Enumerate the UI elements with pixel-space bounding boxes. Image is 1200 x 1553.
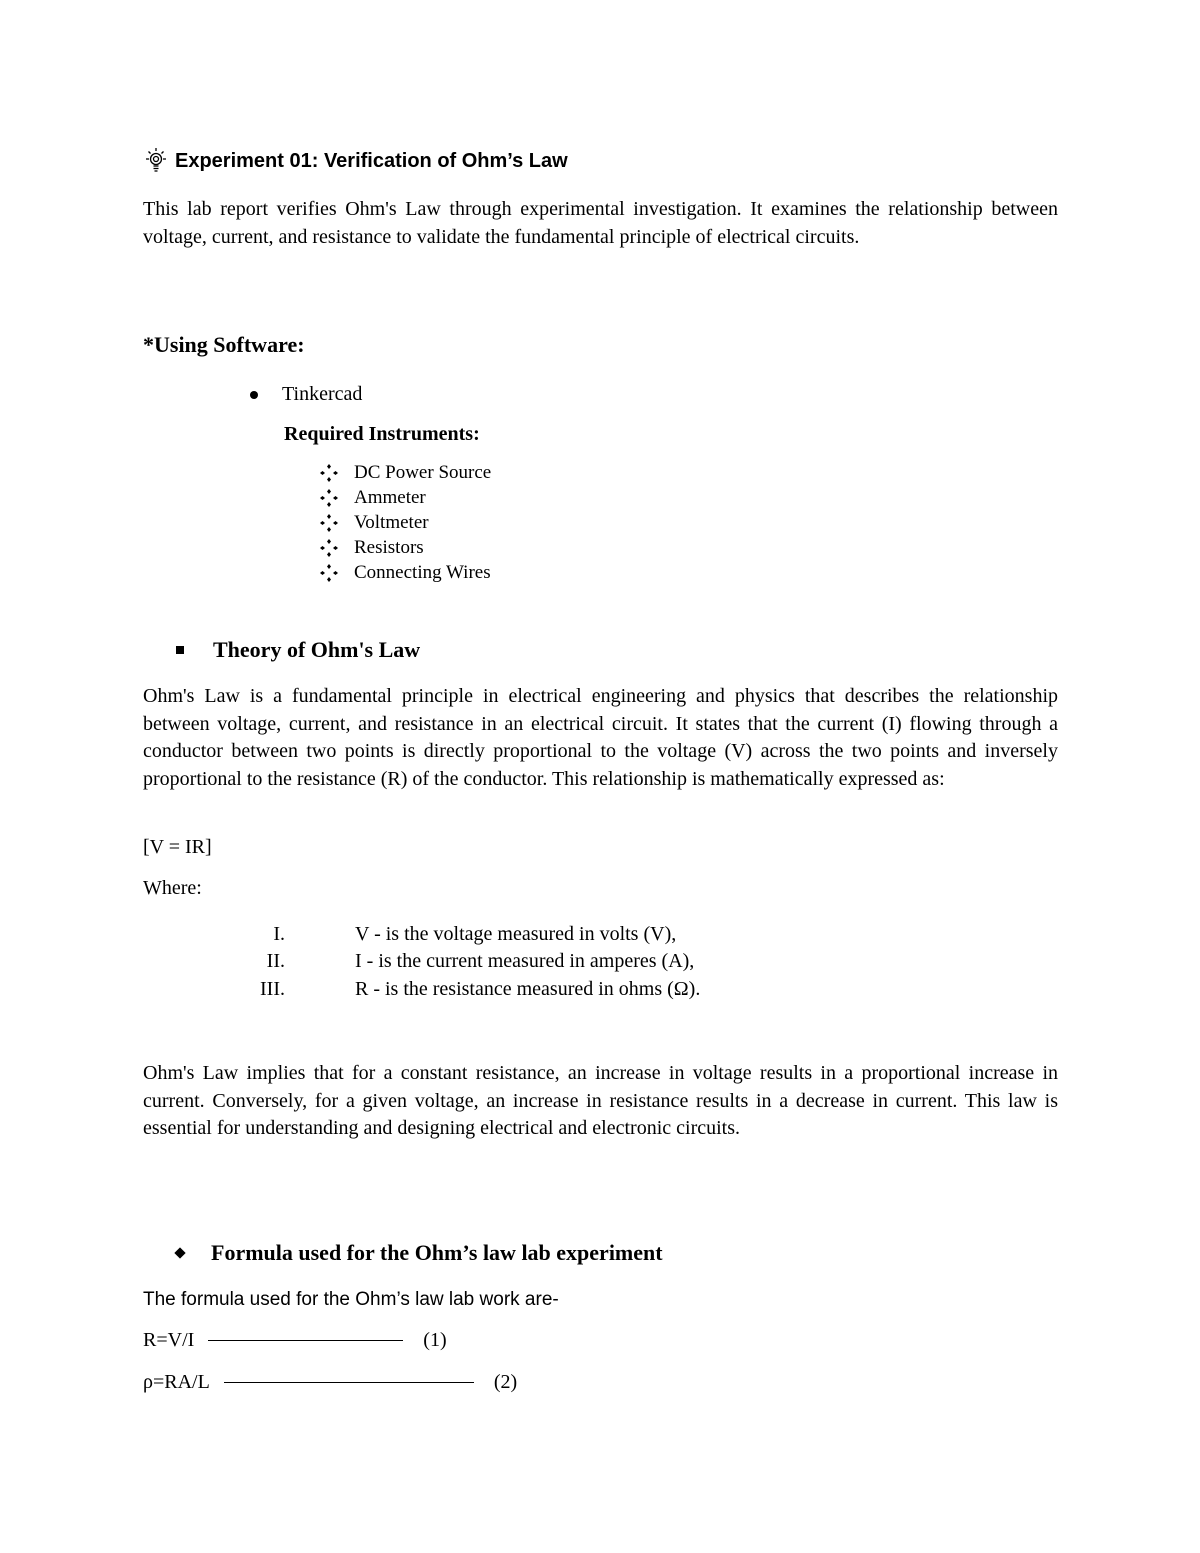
variable-description: V - is the voltage measured in volts (V), (355, 923, 677, 945)
formula-heading-label: Formula used for the Ohm’s law lab experiment (211, 1240, 663, 1265)
square-bullet-icon (176, 646, 184, 654)
variable-numeral: II. (266, 950, 285, 972)
list-item (320, 460, 491, 485)
list-item (320, 510, 491, 535)
instrument-label: Connecting Wires (354, 561, 491, 583)
formula-heading (176, 1240, 663, 1266)
diamond-bullet-icon (174, 1247, 185, 1258)
list-item (320, 560, 491, 585)
variable-row (0, 976, 900, 1002)
software-list-item (250, 383, 362, 406)
formula-intro: The formula used for the Ohm’s law lab work are- (143, 1289, 559, 1310)
software-item-label: Tinkercad (282, 383, 363, 405)
variable-numeral: I. (273, 923, 285, 945)
formula-rule (224, 1382, 474, 1383)
four-diamond-bullet-icon (320, 489, 338, 507)
list-item (320, 485, 491, 510)
four-diamond-bullet-icon (320, 464, 338, 482)
list-item (320, 535, 491, 560)
formula-line (143, 1325, 447, 1355)
lightbulb-icon (143, 147, 169, 175)
theory-heading-label: Theory of Ohm's Law (213, 637, 421, 662)
theory-paragraph: Ohm's Law is a fundamental principle in electrical engineering and physics that describes the relationship between voltage, current, and resistance in an electrical circuit. It states that the current (I) flowing through a conductor between two points is directly proportional to the voltage (V) across the two points and inversely proportional to the resistance (R) of the conductor. This relationship is mathematically expressed as: (143, 685, 1058, 790)
variable-numeral: III. (260, 978, 285, 1000)
software-heading: *Using Software: (143, 332, 305, 357)
formula-label: (2) (493, 1370, 518, 1393)
instrument-list (320, 460, 491, 585)
formula-label: (1) (423, 1328, 447, 1351)
intro-paragraph: This lab report verifies Ohm's Law through experimental investigation. It examines the relationship between voltage, current, and resistance to validate the fundamental principle of electrical circuits. (143, 198, 1058, 248)
formula-expression: R=V/I (143, 1328, 195, 1351)
four-diamond-bullet-icon (320, 539, 338, 557)
ohms-law-equation: [V = IR] (143, 836, 212, 858)
four-diamond-bullet-icon (320, 514, 338, 532)
instruments-heading: Required Instruments: (284, 423, 480, 445)
formula-expression: ρ=RA/L (143, 1370, 210, 1393)
instrument-label: DC Power Source (354, 461, 492, 483)
closing-paragraph: Ohm's Law implies that for a constant resistance, an increase in voltage results in a proportional increase in current. Conversely, for a given voltage, an increase in resistance results in a decrease in current. This law is essential for understanding and designing electrical and electronic circuits. (143, 1062, 1058, 1139)
where-label: Where: (143, 877, 202, 899)
variable-row (0, 948, 900, 974)
instrument-label: Voltmeter (354, 511, 429, 533)
instrument-label: Resistors (354, 536, 424, 558)
instrument-label: Ammeter (354, 486, 426, 508)
formula-rule (208, 1340, 403, 1341)
page-title: Experiment 01: Verification of Ohm’s Law (175, 149, 568, 172)
theory-heading (176, 637, 420, 663)
formula-line (143, 1367, 517, 1397)
bullet-icon (250, 391, 258, 399)
four-diamond-bullet-icon (320, 564, 338, 582)
variable-description: I - is the current measured in amperes (A), (355, 950, 695, 972)
title-row (143, 144, 568, 178)
variable-row (0, 921, 900, 947)
variable-description: R - is the resistance measured in ohms (Ω). (355, 978, 701, 1000)
